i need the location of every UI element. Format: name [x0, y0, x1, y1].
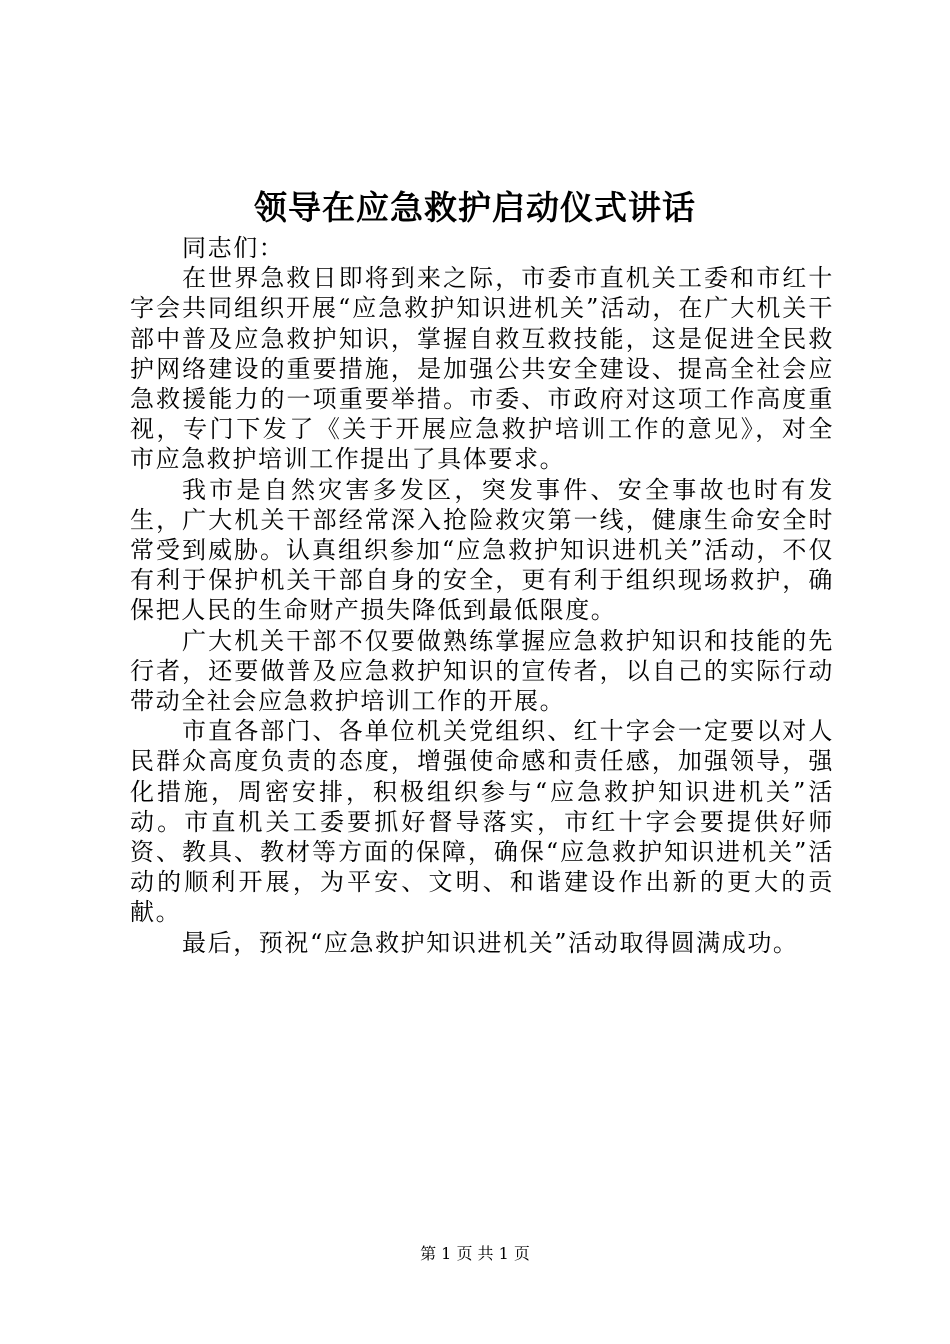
paragraph: 广大机关干部不仅要做熟练掌握应急救护知识和技能的先行者，还要做普及应急救护知识的宣传者，以自己的实际行动带动全社会应急救护培训工作的开展。 — [130, 626, 834, 716]
paragraph: 最后，预祝“应急救护知识进机关”活动取得圆满成功。 — [182, 928, 799, 957]
paragraph: 市直各部门、各单位机关党组织、红十字会一定要以对人民群众高度负责的态度，增强使命感和责任感，加强领导，强化措施，周密安排，积极组织参与“应急救护知识进机关”活动。市直机关工委要抓好督导落实，市红十字会要提供好师资、教具、教材等方面的保障，确保“应急救护知识进机关”活动的顺利开展，为平安、文明、和谐建设作出新的更大的贡献。 — [130, 717, 834, 927]
document-body — [130, 233, 834, 958]
page-number-footer: 第 1 页 共 1 页 — [420, 1244, 530, 1263]
salutation: 同志们： — [182, 234, 285, 262]
paragraph: 在世界急救日即将到来之际，市委市直机关工委和市红十字会共同组织开展“应急救护知识进机关”活动，在广大机关干部中普及应急救护知识，掌握自救互救技能，这是促进全民救护网络建设的重要措施，是加强公共安全建设、提高全社会应急救援能力的一项重要举措。市委、市政府对这项工作高度重视，专门下发了《关于开展应急救护培训工作的意见》，对全市应急救护培训工作提出了具体要求。 — [130, 264, 834, 474]
document-title: 领导在应急救护启动仪式讲话 — [254, 188, 696, 227]
paragraph: 我市是自然灾害多发区，突发事件、安全事故也时有发生，广大机关干部经常深入抢险救灾第一线，健康生命安全时常受到威胁。认真组织参加“应急救护知识进机关”活动，不仅有利于保护机关干部自身的安全，更有利于组织现场救护，确保把人民的生命财产损失降低到最低限度。 — [130, 475, 834, 625]
